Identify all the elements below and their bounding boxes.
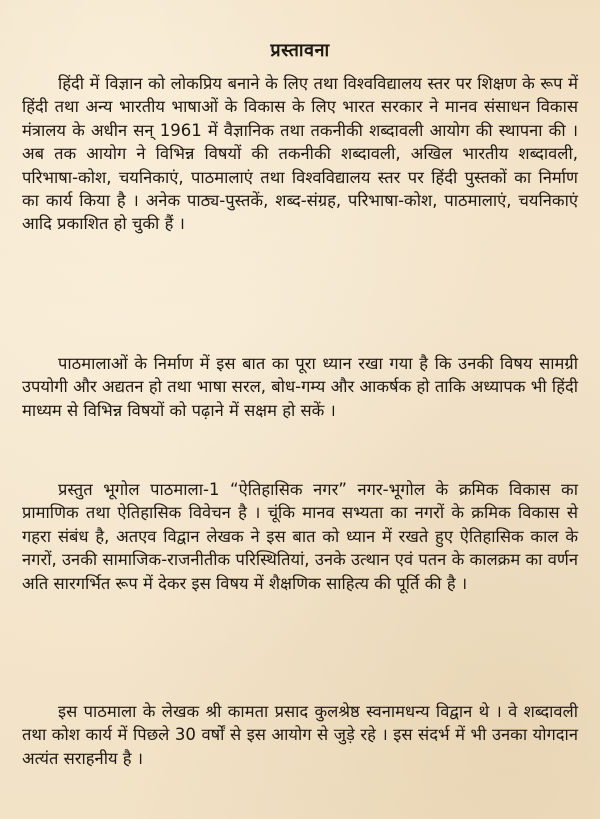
paragraph-2: पाठमालाओं के निर्माण में इस बात का पूरा ध्यान रखा गया है कि उनकी विषय सामग्री उपयोगी और अद्यतन हो तथा भाषा सरल, बोध-गम्य और आकर्षक हो ताकि अध्यापक भी हिंदी माध्यम से विभिन्न विषयों को पढ़ाने में सक्षम हो सकें । (22, 354, 578, 420)
page-title: प्रस्तावना (270, 40, 330, 61)
paragraph-4: इस पाठमाला के लेखक श्री कामता प्रसाद कुलश्रेष्ठ स्वनामधन्य विद्वान थे । वे शब्दावली तथा कोश कार्य में पिछले 30 वर्षों से इस आयोग से जुड़े रहे । इस संदर्भ में भी उनका योगदान अत्यंत सराहनीय है । (22, 702, 578, 768)
paragraph-3: प्रस्तुत भूगोल पाठमाला-1 “ऐतिहासिक नगर” नगर-भूगोल के क्रमिक विकास का प्रामाणिक तथा ऐतिहासिक विवेचन है । चूंकि मानव सभ्यता का नगरों के क्रमिक विकास से गहरा संबंध है, अतएव विद्वान लेखक ने इस बात को ध्यान में रखते हुए ऐतिहासिक काल के नगरों, उनकी सामाजिक-राजनीतीक परिस्थितियां, उनके उत्थान एवं पतन के कालक्रम का वर्णन अति सारगर्भित रूप में देकर इस विषय में शैक्षणिक साहित्य की पूर्ति की है । (22, 480, 578, 593)
paragraph-1: हिंदी में विज्ञान को लोकप्रिय बनाने के लिए तथा विश्वविद्यालय स्तर पर शिक्षण के रूप में हिंदी तथा अन्य भारतीय भाषाओं के विकास के लिए भारत सरकार ने मानव संसाधन विकास मंत्रालय के अधीन सन् 1961 में वैज्ञानिक तथा तकनीकी शब्दावली आयोग की स्थापना की । अब तक आयोग ने विभिन्न विषयों की तकनीकी शब्दावली, अखिल भारतीय शब्दावली, परिभाषा-कोश, चयनिकाएं, पाठमालाएं तथा विश्वविद्यालय स्तर पर हिंदी पुस्तकों का निर्माण का कार्य किया है । अनेक पाठ्य-पुस्तकें, शब्द-संग्रह, परिभाषा-कोश, पाठमालाएं, चयनिकाएं आदि प्रकाशित हो चुकी हैं । (22, 74, 578, 234)
